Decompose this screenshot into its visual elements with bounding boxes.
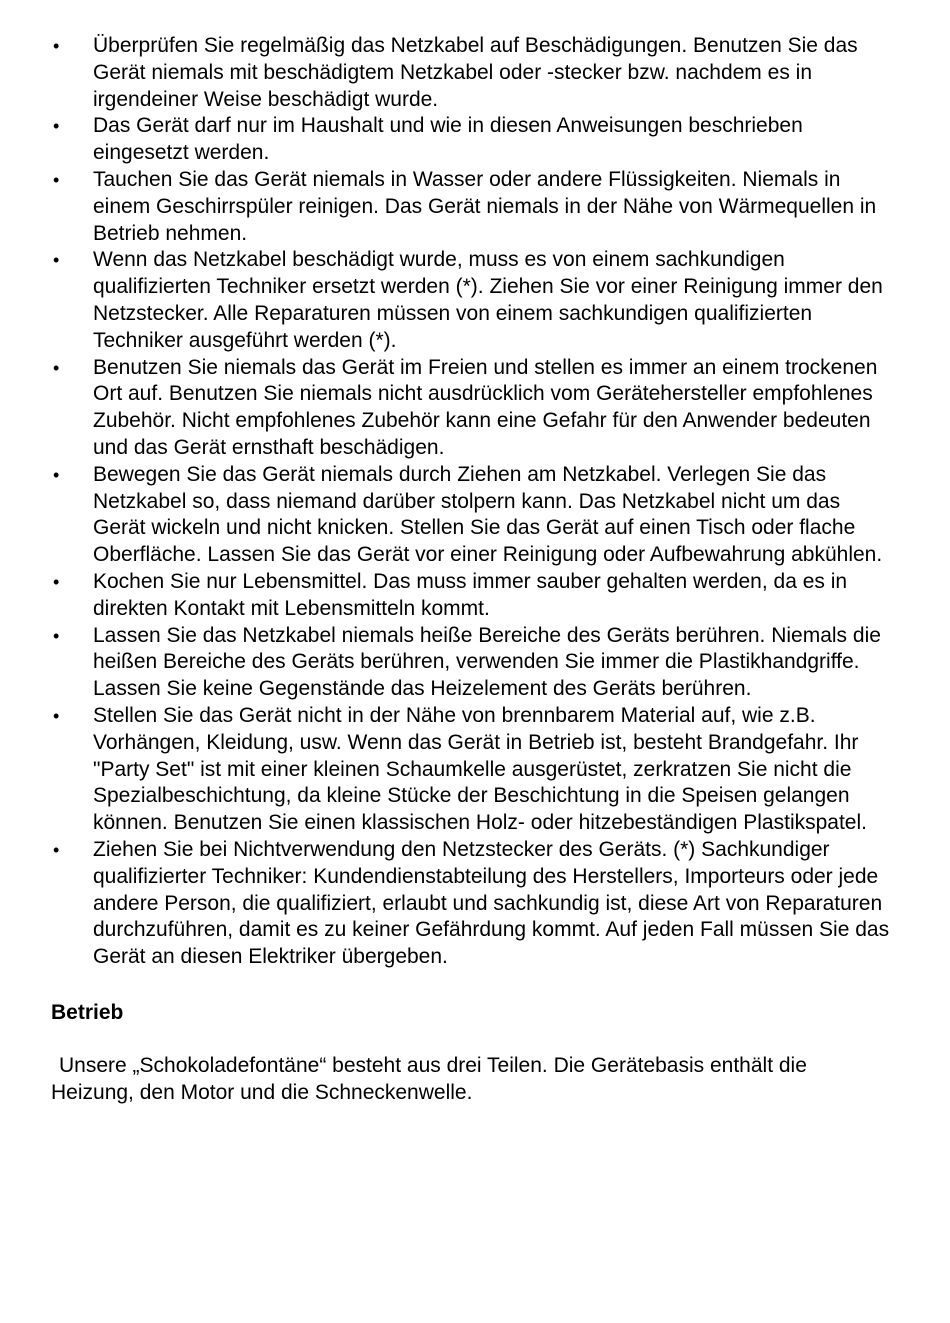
list-item [51, 837, 890, 971]
list-item [51, 703, 890, 837]
list-item-text: Lassen Sie das Netzkabel niemals heiße Bereiche des Geräts berühren. Niemals die heißen Bereiche des Geräts berühren, verwenden Sie immer die Plastikhandgriffe. Lassen Sie keine Gegenstände das Heizelement des Geräts berühren. [93, 623, 881, 701]
list-item [51, 247, 890, 354]
list-item-text: Stellen Sie das Gerät nicht in der Nähe von brennbarem Material auf, wie z.B. Vorhängen, Kleidung, usw. Wenn das Gerät in Betrieb ist, besteht Brandgefahr. Ihr "Party Set" ist mit einer kleinen Schaumkelle ausgerüstet, zerkratzen Sie nicht die Spezialbeschichtung, da kleine Stücke der Beschichtung in die Speisen gelangen können. Benutzen Sie einen klassischen Holz- oder hitzebeständigen Plastikspatel. [93, 703, 867, 835]
body-paragraph: Unsere „Schokoladefontäne“ besteht aus drei Teilen. Die Gerätebasis enthält die Heizung, den Motor und die Schneckenwelle. [51, 1053, 807, 1104]
list-item [51, 33, 890, 113]
bullet-icon: • [53, 250, 60, 271]
list-item [51, 113, 890, 167]
bullet-icon: • [53, 571, 60, 592]
list-item-text: Benutzen Sie niemals das Gerät im Freien und stellen es immer an einem trockenen Ort auf. Benutzen Sie niemals nicht ausdrücklich vom Gerätehersteller empfohlenes Zubehör. Nicht empfohlenes Zubehör kann eine Gefahr für den Anwender bedeuten und das Gerät ernsthaft beschädigen. [93, 355, 878, 459]
list-item-text: Ziehen Sie bei Nichtverwendung den Netzstecker des Geräts. (*) Sachkundiger qualifizierter Techniker: Kundendienstabteilung des Herstellers, Importeurs oder jede andere Person, die qualifiziert, erlaubt und sachkundig ist, diese Art von Reparaturen durchzuführen, damit es zu keiner Gefährdung kommt. Auf jeden Fall müssen Sie das Gerät an diesen Elektriker übergeben. [93, 837, 890, 969]
list-item-text: Überprüfen Sie regelmäßig das Netzkabel auf Beschädigungen. Benutzen Sie das Gerät niemals mit beschädigtem Netzkabel oder -stecker bzw. nachdem es in irgendeiner Weise beschädigt wurde. [93, 34, 858, 111]
list-item-text: Das Gerät darf nur im Haushalt und wie in diesen Anweisungen beschrieben eingesetzt werden. [93, 114, 803, 165]
bullet-icon: • [53, 464, 60, 485]
list-item-text: Bewegen Sie das Gerät niemals durch Ziehen am Netzkabel. Verlegen Sie das Netzkabel so, dass niemand darüber stolpern kann. Das Netzkabel nicht um das Gerät wickeln und nicht knicken. Stellen Sie das Gerät auf einen Tisch oder flache Oberfläche. Lassen Sie das Gerät vor einer Reinigung oder Aufbewahrung abkühlen. [93, 462, 883, 567]
list-item [51, 167, 890, 247]
list-item-text: Tauchen Sie das Gerät niemals in Wasser oder andere Flüssigkeiten. Niemals in einem Geschirrspüler reinigen. Das Gerät niemals in der Nähe von Wärmequellen in Betrieb nehmen. [93, 167, 877, 245]
bullet-icon: • [53, 36, 60, 56]
list-item [51, 462, 890, 569]
bullet-icon: • [53, 169, 60, 190]
safety-instructions-list [51, 33, 890, 971]
list-item-text: Wenn das Netzkabel beschädigt wurde, muss es von einem sachkundigen qualifizierten Techniker ersetzt werden (*). Ziehen Sie vor einer Reinigung immer den Netzstecker. Alle Reparaturen müssen von einem sachkundigen qualifizierten Techniker ausgeführt werden (*). [93, 248, 883, 352]
list-item [51, 355, 890, 462]
bullet-icon: • [53, 625, 60, 646]
bullet-icon: • [53, 705, 60, 726]
bullet-icon: • [53, 839, 60, 860]
bullet-icon: • [53, 116, 60, 137]
section-heading: Betrieb [51, 1000, 124, 1024]
list-item [51, 569, 890, 623]
bullet-icon: • [53, 357, 60, 378]
list-item [51, 623, 890, 703]
list-item-text: Kochen Sie nur Lebensmittel. Das muss immer sauber gehalten werden, da es in direkten Kontakt mit Lebensmitteln kommt. [93, 569, 848, 620]
